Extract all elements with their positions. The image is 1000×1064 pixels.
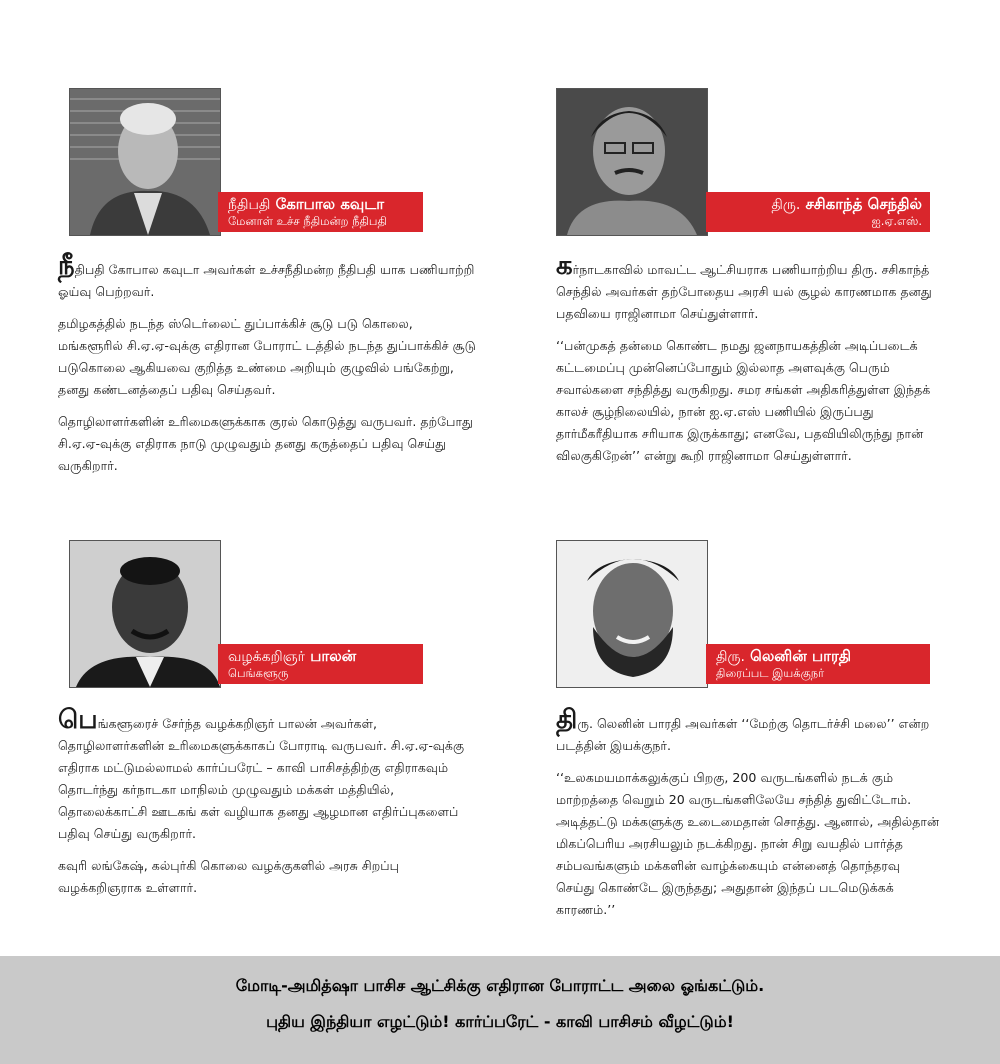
title-prefix: வழக்கறிஞர் (228, 649, 305, 665)
profile-text (58, 251, 478, 487)
person-role: மேனாள் உச்ச நீதிமன்ற நீதிபதி (228, 214, 387, 228)
profile-text (58, 705, 478, 909)
drop-letter: பெ (58, 705, 98, 735)
drop-letter: தி (556, 705, 578, 735)
paragraph: தமிழகத்தில் நடந்த ஸ்டெர்லைட் துப்பாக்கிச் சூடு படு கொலை, மங்களூரில் சி.ஏ.ஏ-வுக்கு எதிரான போராட் டத்தில் நடந்த துப்பாக்கிச் சூடு படுகொலை ஆகியவை குறித்த உண்மை அறியும் குழுவில் பங்கேற்று, தனது கண்டனத்தைப் பதிவு செய்தவர். (58, 316, 476, 397)
paragraph: தொழிலாளர்களின் உரிமைகளுக்காக குரல் கொடுத்து வருபவர். தற்போது சி.ஏ.ஏ-வுக்கு எதிராக நாடு முழுவதும் தனது கருத்தைப் பதிவு செய்து வருகிறார். (58, 414, 473, 473)
paragraph: ‘‘உலகமயமாக்கலுக்குப் பிறகு, 200 வருடங்களில் நடக் கும் மாற்றத்தை வெறும் 20 வருடங்களிலேயே சந்தித் துவிட்டோம். அடித்தட்டு மக்களுக்கு உடைமைதான் சொத்து. ஆனால், அதில்தான் மிகப்பெரிய அரசியலும் நடக்கிறது. நான் சிறு வயதில் பார்த்த சம்பவங்களும் மக்களின் வாழ்க்கையும் என்னைத் தொந்தரவு செய்து கொண்டே இருந்தது; அதுதான் இந்தப் படமெடுக்கக் காரணம்.’’ (556, 770, 940, 917)
portrait-photo (69, 540, 221, 688)
title-prefix: திரு. (716, 649, 745, 665)
drop-letter: க (556, 251, 573, 281)
portrait-photo (556, 540, 708, 688)
portrait-photo (556, 88, 708, 236)
paragraph: கவுரி லங்கேஷ், கல்புர்கி கொலை வழக்குகளில் அரசு சிறப்பு வழக்கறிஞராக உள்ளார். (58, 858, 400, 895)
person-role: ஐ.ஏ.எஸ். (871, 214, 922, 228)
slogan-banner (0, 956, 1000, 1064)
title-prefix: திரு. (771, 197, 801, 213)
paragraph: திபதி கோபால கவுடா அவர்கள் உச்சநீதிமன்ற நீதிபதி யாக பணியாற்றி ஓய்வு பெற்றவர். (58, 262, 475, 299)
portrait-photo (69, 88, 221, 236)
person-role: திரைப்பட இயக்குநர் (716, 666, 825, 680)
person-name: சசிகாந்த் செந்தில் (805, 195, 922, 213)
name-tag (218, 644, 423, 684)
drop-letter: நீ (58, 251, 75, 281)
person-name: லெனின் பாரதி (750, 647, 852, 665)
paragraph: ரு. லெனின் பாரதி அவர்கள் ‘‘மேற்கு தொடர்ச்சி மலை’’ என்ற படத்தின் இயக்குநர். (556, 716, 930, 753)
name-tag (218, 192, 423, 232)
person-name: பாலன் (310, 647, 357, 665)
profile-text (556, 251, 942, 477)
paragraph: ர்நாடகாவில் மாவட்ட ஆட்சியராக பணியாற்றிய திரு. சசிகாந்த் செந்தில் அவர்கள் தற்போதைய அரசி யல் சூழல் காரணமாக தனது பதவியை ராஜினாமா செய்துள்ளார். (556, 262, 932, 321)
name-tag (706, 644, 930, 684)
paragraph: ‘‘பன்முகத் தன்மை கொண்ட நமது ஜனநாயகத்தின் அடிப்படைக் கட்டமைப்பு முன்னெப்போதும் இல்லாத அளவுக்கு பெரும் சவால்களை சந்தித்து வருகிறது. சமர சங்கள் அதிகரித்துள்ள இந்தக் காலச் சூழ்நிலையில், நான் ஐ.ஏ.எஸ் பணியில் இருப்பது தார்மீகரீதியாக சரியாக இருக்காது; எனவே, பதவியிலிருந்து நான் விலகுகிறேன்’’ என்று கூறி ராஜினாமா செய்துள்ளார். (556, 338, 931, 463)
slogan-line: புதிய இந்தியா எழட்டும்! கார்ப்பரேட் - காவி பாசிசம் வீழட்டும்! (266, 1012, 734, 1031)
person-role: பெங்களூரு (228, 666, 289, 680)
profile-text (556, 705, 942, 931)
paragraph: ங்களூரைச் சேர்ந்த வழக்கறிஞர் பாலன் அவர்கள், தொழிலாளர்களின் உரிமைகளுக்காகப் போராடி வருபவர். சி.ஏ.ஏ-வுக்கு எதிராக மட்டுமல்லாமல் கார்ப்பரேட் – காவி பாசிசத்திற்கு எதிராகவும் தொடர்ந்து கர்நாடகா மாநிலம் முழுவதும் மக்கள் மத்தியில், தொலைக்காட்சி ஊடகங் கள் வழியாக தனது ஆழமான எதிர்ப்புகளைப் பதிவு செய்து வருகிறார். (58, 716, 465, 841)
person-name: கோபால கவுடா (275, 195, 385, 213)
title-prefix: நீதிபதி (228, 197, 271, 213)
slogan-line: மோடி-அமித்ஷா பாசிச ஆட்சிக்கு எதிரான போராட்ட அலை ஓங்கட்டும். (235, 976, 765, 995)
name-tag (706, 192, 930, 232)
